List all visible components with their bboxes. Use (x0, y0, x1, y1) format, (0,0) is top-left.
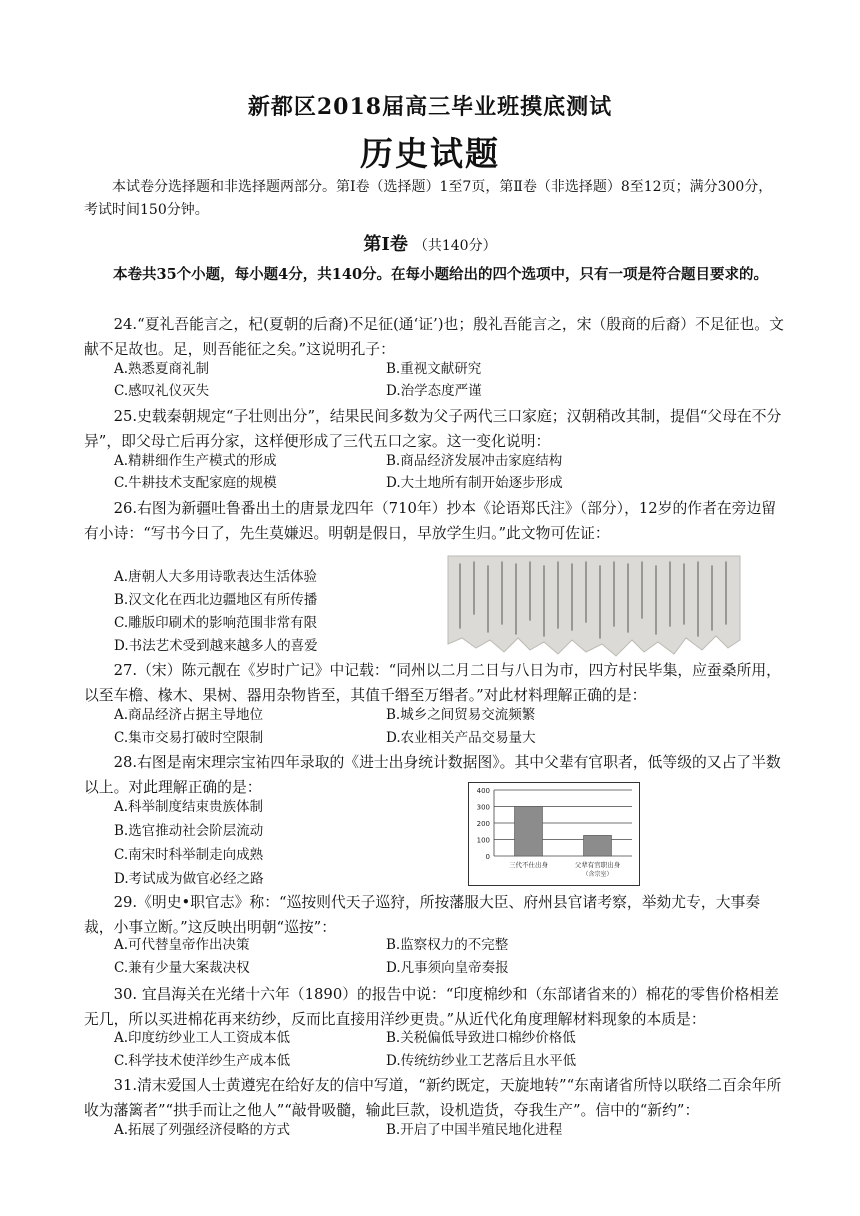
q30-option-a: A.印度纺纱业工人工资成本低 (114, 1030, 291, 1046)
q28-option-a: A.科举制度结束贵族体制 (114, 799, 264, 815)
section-heading (0, 230, 860, 256)
bar-2 (584, 835, 612, 856)
exam-title: 新都区2018届高三毕业班摸底测试 (247, 94, 613, 120)
q25-option-a: A.精耕细作生产模式的形成 (114, 453, 277, 469)
x-tick-label: 三代不仕出身 (509, 861, 548, 869)
section-score: （共140分） (413, 238, 497, 254)
q28-option-c: C.南宋时科举制走向成熟 (114, 847, 264, 863)
q29-option-a: A.可代替皇帝作出决策 (114, 937, 250, 953)
q30-option-d: D.传统纺纱业工艺落后且水平低 (386, 1053, 577, 1069)
section-instruction: 本卷共35个小题，每小题4分，共140分。在每小题给出的四个选项中，只有一项是符合题目要求的。 (113, 266, 769, 283)
q24-option-c: C.感叹礼仪灭失 (114, 383, 210, 399)
q25-option-d: D.大土地所有制开始逐步形成 (386, 475, 563, 491)
question-31-stem: 31.清末爱国人士黄遵宪在给好友的信中写道，“新约既定，天旋地转”“东南诸省所恃以联络二百余年所收为藩篱者”“拱手而让之他人”“敲骨吸髓，输此巨款，设机造货，夺我生产”。信中的“新约”： (84, 1077, 782, 1119)
y-tick-label: 400 (476, 787, 490, 795)
y-tick-label: 100 (476, 836, 490, 845)
q26-option-c: C.雕版印刷术的影响范围非常有限 (114, 615, 318, 631)
question-24-stem: 24.“夏礼吾能言之，杞(夏朝的后裔)不足征(通‘证’)也；殷礼吾能言之，宋（殷商的后裔）不足征也。文献不足故也。足，则吾能征之矣。”这说明孔子： (84, 316, 784, 358)
manuscript-drawing (446, 554, 742, 660)
y-tick-label: 300 (476, 803, 490, 812)
q29-option-c: C.兼有少量大案裁决权 (114, 960, 250, 976)
question-30-stem: 30. 宜昌海关在光绪十六年（1890）的报告中说：“印度棉纱和（东部诸省来的）棉花的零售价格相差无几，所以买进棉花再来纺纱，反而比直接用洋纱更贵。”从近代化角度理解材料现象的本质是： (84, 986, 779, 1028)
q25-option-b: B.商品经济发展冲击家庭结构 (386, 453, 563, 469)
q26-option-b: B.汉文化在西北边疆地区有所传播 (114, 592, 318, 608)
x-tick-sublabel: （含宗室） (582, 871, 613, 878)
exam-intro: 本试卷分选择题和非选择题两部分。第Ⅰ卷（选择题）1至7页，第Ⅱ卷（非选择题）8至12页；满分300分，考试时间150分钟。 (84, 179, 773, 218)
q27-option-a: A.商品经济占据主导地位 (114, 707, 264, 723)
q26-option-d: D.书法艺术受到越来越多人的喜爱 (114, 638, 318, 654)
subject-title: 历史试题 (360, 134, 500, 173)
q24-option-d: D.治学态度严谨 (386, 383, 482, 399)
q29-option-d: D.凡事须向皇帝奏报 (386, 960, 509, 976)
q31-option-b: B.开启了中国半殖民地化进程 (386, 1122, 563, 1138)
q30-option-c: C.科学技术使洋纱生产成本低 (114, 1053, 291, 1069)
q31-option-a: A.拓展了列强经济侵略的方式 (114, 1122, 291, 1138)
q25-option-c: C.牛耕技术支配家庭的规模 (114, 475, 277, 491)
q28-option-d: D.考试成为做官必经之路 (114, 871, 264, 887)
q30-option-b: B.关税偏低导致进口棉纱价格低 (386, 1030, 576, 1046)
jinshi-chart (468, 782, 640, 886)
y-tick-label: 200 (476, 820, 490, 828)
y-tick-label: 0 (485, 853, 490, 861)
jinshi-chart-svg (468, 782, 640, 886)
question-27-stem: 27.（宋）陈元靓在《岁时广记》中记载：“同州以二月二日与八日为市，四方村民毕集，应蚕桑所用，以至车檐、椽木、果树、器用杂物皆至，其值千缗至万缗者。”对此材料理解正确的是： (84, 662, 781, 704)
q24-option-b: B.重视文献研究 (386, 361, 482, 377)
manuscript-image (446, 554, 742, 660)
question-25-stem: 25.史载秦朝规定“子壮则出分”，结果民间多数为父子两代三口家庭；汉朝稍改其制，提倡“父母在不分异”，即父母亡后再分家，这样便形成了三代五口之家。这一变化说明： (84, 408, 782, 450)
bar-1 (515, 807, 543, 857)
q26-option-a: A.唐朝人大多用诗歌表达生活体验 (114, 569, 318, 585)
question-28-stem: 28.右图是南宋理宗宝祐四年录取的《进士出身统计数据图》。其中父辈有官职者，低等级的又占了半数以上。对此理解正确的是： (84, 754, 781, 796)
q29-option-b: B.监察权力的不完整 (386, 937, 509, 953)
question-26-stem: 26.右图为新疆吐鲁番出土的唐景龙四年（710年）抄本《论语郑氏注》（部分），12岁的作者在旁边留有小诗：“写书今日了，先生莫嫌迟。明朝是假日，早放学生归。”此文物可佐证： (84, 500, 777, 542)
q27-option-d: D.农业相关产品交易量大 (386, 730, 536, 746)
section-name: 第Ⅰ卷 (363, 234, 408, 255)
q27-option-c: C.集市交易打破时空限制 (114, 730, 264, 746)
x-tick-label: 父辈有官职出身 (574, 861, 621, 869)
q24-option-a: A.熟悉夏商礼制 (114, 361, 210, 377)
q27-option-b: B.城乡之间贸易交流频繁 (386, 707, 536, 723)
question-29-stem: 29.《明史•职官志》称：“巡按则代天子巡狩，所按藩服大臣、府州县官诸考察，举劾尤专，大事奏裁，小事立断。”这反映出明朝“巡按”： (84, 894, 761, 936)
q28-option-b: B.选官推动社会阶层流动 (114, 823, 264, 839)
